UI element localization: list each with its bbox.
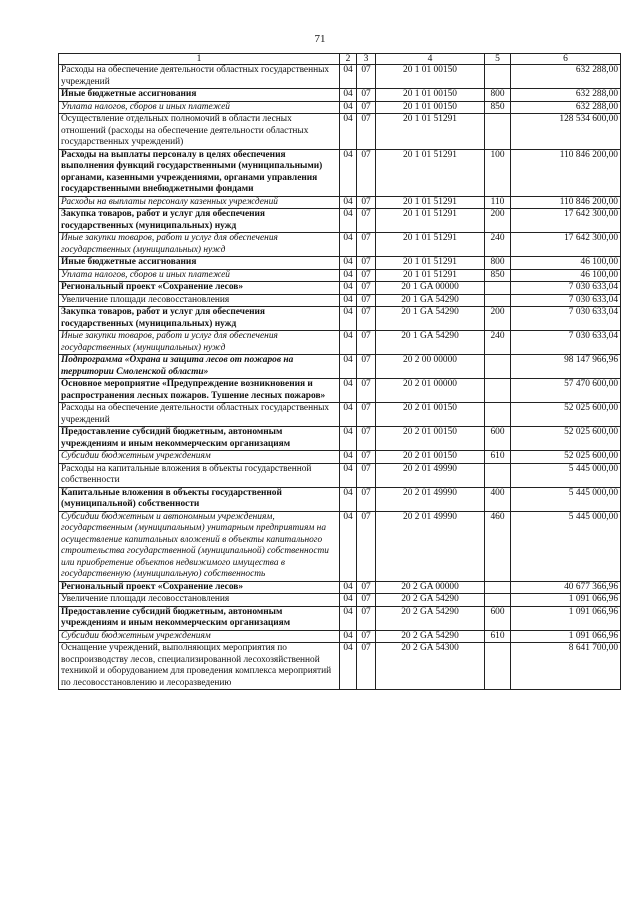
table-row bbox=[59, 463, 621, 487]
table-row bbox=[59, 511, 621, 581]
row-section-cell: 04 bbox=[340, 643, 357, 690]
row-section-cell: 04 bbox=[340, 379, 357, 403]
row-section-cell: 04 bbox=[340, 487, 357, 511]
row-expense-type-cell bbox=[485, 355, 511, 379]
table-row bbox=[59, 65, 621, 89]
row-amount-cell: 57 470 600,00 bbox=[511, 379, 621, 403]
row-subsection-cell: 07 bbox=[357, 331, 376, 355]
table-row bbox=[59, 149, 621, 196]
row-target-article-cell: 20 2 01 00150 bbox=[376, 403, 485, 427]
row-name-cell: Предоставление субсидий бюджетным, автономным учреждениям и иным некоммерческим организациям bbox=[59, 606, 340, 630]
row-section-cell: 04 bbox=[340, 269, 357, 282]
row-amount-cell: 110 846 200,00 bbox=[511, 196, 621, 209]
row-name-cell: Увеличение площади лесовосстановления bbox=[59, 294, 340, 307]
table-row bbox=[59, 606, 621, 630]
table-row bbox=[59, 427, 621, 451]
table-row bbox=[59, 114, 621, 150]
table-row bbox=[59, 403, 621, 427]
table-row bbox=[59, 331, 621, 355]
row-section-cell: 04 bbox=[340, 630, 357, 643]
row-subsection-cell: 07 bbox=[357, 233, 376, 257]
row-amount-cell: 632 288,00 bbox=[511, 89, 621, 102]
row-expense-type-cell: 240 bbox=[485, 233, 511, 257]
row-subsection-cell: 07 bbox=[357, 282, 376, 295]
row-subsection-cell: 07 bbox=[357, 196, 376, 209]
row-subsection-cell: 07 bbox=[357, 355, 376, 379]
row-name-cell: Расходы на выплаты персоналу в целях обеспечения выполнения функций государственными (муниципальными) органами, казенными учреждениями, органами управления государственными внебюджетными фондами bbox=[59, 149, 340, 196]
row-expense-type-cell bbox=[485, 581, 511, 594]
row-expense-type-cell: 610 bbox=[485, 451, 511, 464]
table-row bbox=[59, 451, 621, 464]
row-subsection-cell: 07 bbox=[357, 307, 376, 331]
row-expense-type-cell: 850 bbox=[485, 101, 511, 114]
row-expense-type-cell: 800 bbox=[485, 257, 511, 270]
row-subsection-cell: 07 bbox=[357, 643, 376, 690]
table-row bbox=[59, 294, 621, 307]
row-section-cell: 04 bbox=[340, 451, 357, 464]
column-header-2: 2 bbox=[340, 54, 357, 65]
row-amount-cell: 52 025 600,00 bbox=[511, 451, 621, 464]
row-section-cell: 04 bbox=[340, 149, 357, 196]
row-target-article-cell: 20 1 01 51291 bbox=[376, 257, 485, 270]
row-amount-cell: 632 288,00 bbox=[511, 101, 621, 114]
row-subsection-cell: 07 bbox=[357, 65, 376, 89]
row-target-article-cell: 20 2 00 00000 bbox=[376, 355, 485, 379]
table-row bbox=[59, 257, 621, 270]
row-target-article-cell: 20 2 01 00000 bbox=[376, 379, 485, 403]
row-amount-cell: 17 642 300,00 bbox=[511, 233, 621, 257]
row-target-article-cell: 20 2 01 49990 bbox=[376, 487, 485, 511]
row-target-article-cell: 20 2 GA 54300 bbox=[376, 643, 485, 690]
row-amount-cell: 98 147 966,96 bbox=[511, 355, 621, 379]
row-target-article-cell: 20 2 GA 54290 bbox=[376, 594, 485, 607]
row-target-article-cell: 20 2 01 00150 bbox=[376, 451, 485, 464]
row-amount-cell: 5 445 000,00 bbox=[511, 487, 621, 511]
row-subsection-cell: 07 bbox=[357, 511, 376, 581]
row-target-article-cell: 20 1 GA 54290 bbox=[376, 307, 485, 331]
row-subsection-cell: 07 bbox=[357, 114, 376, 150]
row-subsection-cell: 07 bbox=[357, 487, 376, 511]
row-target-article-cell: 20 2 01 49990 bbox=[376, 463, 485, 487]
row-name-cell: Уплата налогов, сборов и иных платежей bbox=[59, 269, 340, 282]
row-expense-type-cell: 200 bbox=[485, 209, 511, 233]
row-subsection-cell: 07 bbox=[357, 149, 376, 196]
row-section-cell: 04 bbox=[340, 427, 357, 451]
row-section-cell: 04 bbox=[340, 89, 357, 102]
row-target-article-cell: 20 1 GA 54290 bbox=[376, 331, 485, 355]
row-name-cell: Оснащение учреждений, выполняющих мероприятия по воспроизводству лесов, специализированной лесохозяйственной техникой и оборудованием для проведения комплекса мероприятий по лесовосстановлению и лесоразведению bbox=[59, 643, 340, 690]
row-name-cell: Уплата налогов, сборов и иных платежей bbox=[59, 101, 340, 114]
row-name-cell: Иные закупки товаров, работ и услуг для обеспечения государственных (муниципальных) нужд bbox=[59, 233, 340, 257]
row-section-cell: 04 bbox=[340, 114, 357, 150]
row-target-article-cell: 20 1 01 51291 bbox=[376, 149, 485, 196]
row-section-cell: 04 bbox=[340, 307, 357, 331]
row-expense-type-cell bbox=[485, 282, 511, 295]
row-expense-type-cell bbox=[485, 643, 511, 690]
row-name-cell: Основное мероприятие «Предупреждение возникновения и распространения лесных пожаров. Тушение лесных пожаров» bbox=[59, 379, 340, 403]
table-row bbox=[59, 209, 621, 233]
table-row bbox=[59, 89, 621, 102]
row-target-article-cell: 20 2 GA 54290 bbox=[376, 606, 485, 630]
row-expense-type-cell: 200 bbox=[485, 307, 511, 331]
row-section-cell: 04 bbox=[340, 282, 357, 295]
row-name-cell: Закупка товаров, работ и услуг для обеспечения государственных (муниципальных) нужд bbox=[59, 209, 340, 233]
column-header-5: 5 bbox=[485, 54, 511, 65]
row-expense-type-cell bbox=[485, 463, 511, 487]
row-name-cell: Закупка товаров, работ и услуг для обеспечения государственных (муниципальных) нужд bbox=[59, 307, 340, 331]
row-amount-cell: 7 030 633,04 bbox=[511, 282, 621, 295]
row-target-article-cell: 20 2 01 00150 bbox=[376, 427, 485, 451]
row-expense-type-cell bbox=[485, 294, 511, 307]
table-row bbox=[59, 487, 621, 511]
row-target-article-cell: 20 1 01 00150 bbox=[376, 89, 485, 102]
row-subsection-cell: 07 bbox=[357, 606, 376, 630]
row-subsection-cell: 07 bbox=[357, 257, 376, 270]
row-amount-cell: 5 445 000,00 bbox=[511, 463, 621, 487]
row-subsection-cell: 07 bbox=[357, 451, 376, 464]
row-expense-type-cell: 800 bbox=[485, 89, 511, 102]
row-name-cell: Расходы на выплаты персоналу казенных учреждений bbox=[59, 196, 340, 209]
row-name-cell: Осуществление отдельных полномочий в области лесных отношений (расходы на обеспечение деятельности областных государственных учреждений) bbox=[59, 114, 340, 150]
row-amount-cell: 632 288,00 bbox=[511, 65, 621, 89]
row-section-cell: 04 bbox=[340, 463, 357, 487]
row-amount-cell: 17 642 300,00 bbox=[511, 209, 621, 233]
page-number: 71 bbox=[314, 33, 326, 45]
row-amount-cell: 46 100,00 bbox=[511, 269, 621, 282]
row-target-article-cell: 20 1 01 51291 bbox=[376, 114, 485, 150]
row-target-article-cell: 20 1 01 51291 bbox=[376, 209, 485, 233]
table-row bbox=[59, 233, 621, 257]
row-amount-cell: 1 091 066,96 bbox=[511, 594, 621, 607]
row-amount-cell: 52 025 600,00 bbox=[511, 427, 621, 451]
row-amount-cell: 1 091 066,96 bbox=[511, 630, 621, 643]
row-expense-type-cell bbox=[485, 114, 511, 150]
row-name-cell: Региональный проект «Сохранение лесов» bbox=[59, 282, 340, 295]
row-name-cell: Региональный проект «Сохранение лесов» bbox=[59, 581, 340, 594]
row-subsection-cell: 07 bbox=[357, 594, 376, 607]
budget-table bbox=[58, 53, 621, 690]
table-row bbox=[59, 630, 621, 643]
row-target-article-cell: 20 2 GA 54290 bbox=[376, 630, 485, 643]
column-header-1: 1 bbox=[59, 54, 340, 65]
row-expense-type-cell bbox=[485, 379, 511, 403]
row-subsection-cell: 07 bbox=[357, 403, 376, 427]
header-row bbox=[59, 54, 621, 65]
table-row bbox=[59, 379, 621, 403]
row-amount-cell: 52 025 600,00 bbox=[511, 403, 621, 427]
row-section-cell: 04 bbox=[340, 196, 357, 209]
row-section-cell: 04 bbox=[340, 101, 357, 114]
row-name-cell: Иные закупки товаров, работ и услуг для обеспечения государственных (муниципальных) нужд bbox=[59, 331, 340, 355]
row-amount-cell: 1 091 066,96 bbox=[511, 606, 621, 630]
row-subsection-cell: 07 bbox=[357, 630, 376, 643]
row-target-article-cell: 20 1 GA 00000 bbox=[376, 282, 485, 295]
row-section-cell: 04 bbox=[340, 403, 357, 427]
row-subsection-cell: 07 bbox=[357, 101, 376, 114]
table-row bbox=[59, 196, 621, 209]
table-row bbox=[59, 643, 621, 690]
row-section-cell: 04 bbox=[340, 209, 357, 233]
row-name-cell: Увеличение площади лесовосстановления bbox=[59, 594, 340, 607]
row-section-cell: 04 bbox=[340, 257, 357, 270]
table-row bbox=[59, 581, 621, 594]
row-name-cell: Субсидии бюджетным учреждениям bbox=[59, 451, 340, 464]
table-row bbox=[59, 101, 621, 114]
row-amount-cell: 7 030 633,04 bbox=[511, 331, 621, 355]
row-expense-type-cell: 110 bbox=[485, 196, 511, 209]
row-expense-type-cell: 600 bbox=[485, 606, 511, 630]
column-header-3: 3 bbox=[357, 54, 376, 65]
row-expense-type-cell: 100 bbox=[485, 149, 511, 196]
row-target-article-cell: 20 2 01 49990 bbox=[376, 511, 485, 581]
row-subsection-cell: 07 bbox=[357, 89, 376, 102]
column-header-4: 4 bbox=[376, 54, 485, 65]
row-section-cell: 04 bbox=[340, 606, 357, 630]
row-target-article-cell: 20 1 GA 54290 bbox=[376, 294, 485, 307]
row-expense-type-cell: 460 bbox=[485, 511, 511, 581]
row-amount-cell: 46 100,00 bbox=[511, 257, 621, 270]
row-expense-type-cell bbox=[485, 65, 511, 89]
row-amount-cell: 7 030 633,04 bbox=[511, 294, 621, 307]
table-body bbox=[59, 65, 621, 690]
row-section-cell: 04 bbox=[340, 355, 357, 379]
row-section-cell: 04 bbox=[340, 594, 357, 607]
row-name-cell: Иные бюджетные ассигнования bbox=[59, 89, 340, 102]
row-target-article-cell: 20 2 GA 00000 bbox=[376, 581, 485, 594]
row-section-cell: 04 bbox=[340, 233, 357, 257]
row-subsection-cell: 07 bbox=[357, 463, 376, 487]
row-amount-cell: 5 445 000,00 bbox=[511, 511, 621, 581]
row-amount-cell: 8 641 700,00 bbox=[511, 643, 621, 690]
row-subsection-cell: 07 bbox=[357, 269, 376, 282]
row-expense-type-cell bbox=[485, 594, 511, 607]
row-name-cell: Расходы на капитальные вложения в объекты государственной собственности bbox=[59, 463, 340, 487]
row-amount-cell: 40 677 366,96 bbox=[511, 581, 621, 594]
row-name-cell: Расходы на обеспечение деятельности областных государственных учреждений bbox=[59, 65, 340, 89]
row-section-cell: 04 bbox=[340, 294, 357, 307]
row-subsection-cell: 07 bbox=[357, 379, 376, 403]
row-section-cell: 04 bbox=[340, 511, 357, 581]
row-target-article-cell: 20 1 01 00150 bbox=[376, 101, 485, 114]
table-row bbox=[59, 307, 621, 331]
row-name-cell: Иные бюджетные ассигнования bbox=[59, 257, 340, 270]
row-expense-type-cell: 240 bbox=[485, 331, 511, 355]
row-subsection-cell: 07 bbox=[357, 209, 376, 233]
row-section-cell: 04 bbox=[340, 65, 357, 89]
row-name-cell: Субсидии бюджетным и автономным учреждениям, государственным (муниципальным) унитарным предприятиям на осуществление капитальных вложений в объекты капитального строительства государственной (муниципальной) собственности или приобретение объектов недвижимого имущества в государственную (муниципальную) собственность bbox=[59, 511, 340, 581]
row-section-cell: 04 bbox=[340, 581, 357, 594]
row-expense-type-cell: 400 bbox=[485, 487, 511, 511]
row-name-cell: Предоставление субсидий бюджетным, автономным учреждениям и иным некоммерческим организациям bbox=[59, 427, 340, 451]
row-target-article-cell: 20 1 01 51291 bbox=[376, 196, 485, 209]
table-row bbox=[59, 594, 621, 607]
row-expense-type-cell bbox=[485, 403, 511, 427]
row-name-cell: Расходы на обеспечение деятельности областных государственных учреждений bbox=[59, 403, 340, 427]
row-expense-type-cell: 610 bbox=[485, 630, 511, 643]
table-row bbox=[59, 355, 621, 379]
table-row bbox=[59, 269, 621, 282]
row-subsection-cell: 07 bbox=[357, 294, 376, 307]
row-target-article-cell: 20 1 01 51291 bbox=[376, 233, 485, 257]
row-expense-type-cell: 600 bbox=[485, 427, 511, 451]
row-target-article-cell: 20 1 01 00150 bbox=[376, 65, 485, 89]
row-name-cell: Капитальные вложения в объекты государственной (муниципальной) собственности bbox=[59, 487, 340, 511]
row-name-cell: Субсидии бюджетным учреждениям bbox=[59, 630, 340, 643]
row-amount-cell: 128 534 600,00 bbox=[511, 114, 621, 150]
row-subsection-cell: 07 bbox=[357, 581, 376, 594]
row-section-cell: 04 bbox=[340, 331, 357, 355]
row-name-cell: Подпрограмма «Охрана и защита лесов от пожаров на территории Смоленской области» bbox=[59, 355, 340, 379]
row-amount-cell: 110 846 200,00 bbox=[511, 149, 621, 196]
column-header-6: 6 bbox=[511, 54, 621, 65]
table-row bbox=[59, 282, 621, 295]
row-target-article-cell: 20 1 01 51291 bbox=[376, 269, 485, 282]
row-expense-type-cell: 850 bbox=[485, 269, 511, 282]
row-subsection-cell: 07 bbox=[357, 427, 376, 451]
row-amount-cell: 7 030 633,04 bbox=[511, 307, 621, 331]
